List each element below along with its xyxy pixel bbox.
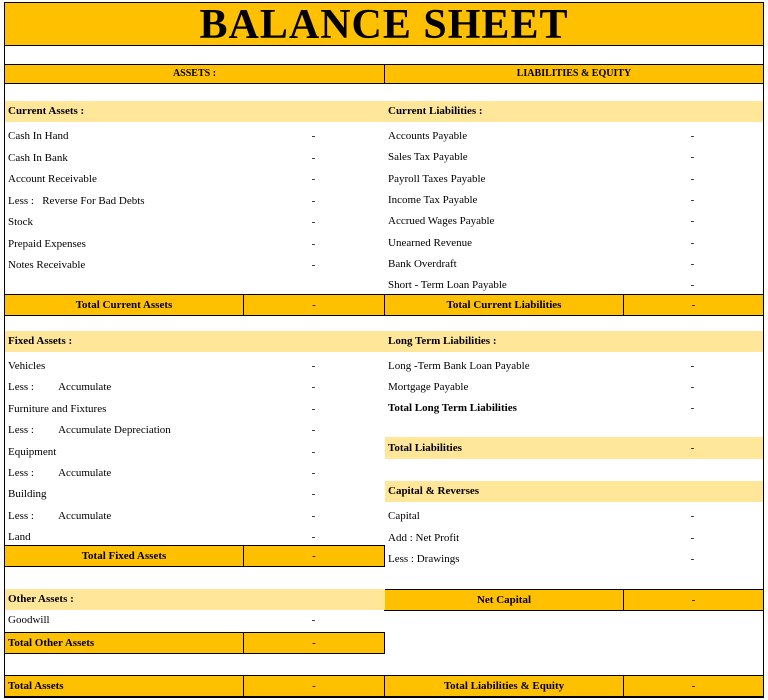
fixed-asset-item-label: Land	[8, 531, 31, 544]
capital-item-label: Add : Net Profit	[388, 531, 460, 544]
total-fixed-assets-value: -	[243, 546, 384, 566]
capital-item-value: -	[690, 531, 695, 544]
fixed-assets-heading: Fixed Assets :	[5, 331, 385, 352]
current-liability-item-value: -	[690, 130, 695, 142]
current-asset-item-value: -	[311, 216, 316, 228]
liabilities-header: LIABILITIES & EQUITY	[384, 64, 764, 84]
total-assets-row	[4, 675, 385, 697]
current-liability-item-value: -	[690, 193, 695, 206]
fixed-asset-item-value: -	[311, 445, 316, 458]
net-capital-value: -	[623, 590, 763, 610]
current-asset-item-label: Stock	[8, 216, 34, 228]
current-liabilities-heading: Current Liabilities :	[385, 101, 763, 122]
net-capital-label: Net Capital	[476, 594, 532, 606]
current-asset-item-label: Cash In Bank	[8, 151, 68, 164]
fixed-asset-item-value: -	[311, 509, 316, 522]
other-assets-heading: Other Assets :	[5, 589, 385, 610]
total-liabilities-value: -	[690, 442, 695, 454]
current-liability-item-value: -	[690, 257, 695, 270]
fixed-asset-item-label: Vehicles	[8, 360, 46, 372]
capital-item-label: Capital	[388, 510, 420, 522]
capital-item-label: Less : Drawings	[388, 553, 460, 565]
current-asset-item-label: Less : Reverse For Bad Debts	[8, 194, 145, 207]
long-term-liabilities-heading: Long Term Liabilities :	[385, 331, 763, 352]
current-liability-item-label: Payroll Taxes Payable	[388, 172, 486, 185]
current-liability-item-label: Income Tax Payable	[388, 193, 478, 206]
current-liability-item-value: -	[690, 279, 695, 292]
current-asset-item-label: Cash In Hand	[8, 130, 69, 142]
fixed-asset-item-value: -	[311, 424, 316, 437]
long-term-liability-item-value: -	[690, 360, 695, 372]
fixed-asset-item-label: Less : Accumulate	[8, 509, 112, 522]
total-other-assets-label: Total Other Assets	[8, 637, 95, 649]
total-long-term-liabilities-label: Total Long Term Liabilities	[388, 402, 517, 414]
total-current-assets-row	[4, 294, 385, 316]
total-assets-label: Total Assets	[8, 680, 64, 692]
long-term-liability-item-label: Long -Term Bank Loan Payable	[388, 360, 530, 372]
fixed-asset-item-value: -	[311, 402, 316, 415]
fixed-asset-item-value: -	[311, 531, 316, 544]
current-asset-item-label: Notes Receivable	[8, 259, 86, 271]
fixed-asset-item-label: Furniture and Fixtures	[8, 402, 107, 415]
total-current-assets-label: Total Current Assets	[75, 299, 173, 311]
current-asset-item-value: -	[311, 130, 316, 142]
page-title: BALANCE SHEET	[4, 2, 764, 46]
fixed-asset-item-label: Less : Accumulate	[8, 381, 112, 394]
current-asset-item-value: -	[311, 173, 316, 185]
current-assets-heading: Current Assets :	[5, 101, 385, 122]
fixed-asset-item-label: Less : Accumulate Depreciation	[8, 424, 171, 437]
current-liability-item-value: -	[690, 236, 695, 249]
current-asset-item-value: -	[311, 151, 316, 164]
current-asset-item-label: Prepaid Expenses	[8, 237, 86, 250]
total-current-liabilities-value: -	[623, 295, 763, 315]
total-long-term-liabilities-value: -	[690, 402, 695, 414]
total-liabilities-equity-value: -	[623, 676, 763, 696]
total-liabilities-equity-row	[384, 675, 764, 697]
current-asset-item-value: -	[311, 194, 316, 207]
total-current-liabilities-row	[384, 294, 764, 316]
current-liability-item-value: -	[690, 215, 695, 228]
total-fixed-assets-row	[4, 545, 385, 567]
current-asset-item-value: -	[311, 237, 316, 250]
total-other-assets-value: -	[243, 633, 384, 653]
current-liability-item-label: Bank Overdraft	[388, 257, 457, 270]
total-liabilities-label: Total Liabilities	[388, 442, 462, 454]
current-liability-item-label: Short - Term Loan Payable	[388, 279, 507, 292]
total-fixed-assets-label: Total Fixed Assets	[81, 550, 167, 562]
long-term-liability-item-label: Mortgage Payable	[388, 381, 469, 394]
long-term-liability-item-value: -	[690, 381, 695, 394]
net-capital-row	[384, 589, 764, 611]
total-other-assets-row	[4, 632, 385, 654]
fixed-asset-item-label: Equipment	[8, 445, 57, 458]
capital-heading: Capital & Reverses	[385, 481, 763, 502]
fixed-asset-item-value: -	[311, 381, 316, 394]
fixed-asset-item-label: Less : Accumulate	[8, 467, 112, 479]
capital-item-value: -	[690, 510, 695, 522]
other-asset-item-value: -	[311, 614, 316, 626]
fixed-asset-item-label: Building	[8, 488, 47, 501]
current-asset-item-value: -	[311, 259, 316, 271]
total-assets-value: -	[243, 676, 384, 696]
current-liability-item-label: Accounts Payable	[388, 130, 468, 142]
current-liability-item-label: Sales Tax Payable	[388, 151, 468, 164]
current-liability-item-label: Accrued Wages Payable	[388, 215, 495, 228]
current-liability-item-label: Unearned Revenue	[388, 236, 472, 249]
other-asset-item-label: Goodwill	[8, 614, 50, 626]
total-liabilities-equity-label: Total Liabilities & Equity	[443, 680, 565, 692]
current-liability-item-value: -	[690, 151, 695, 164]
capital-item-value: -	[690, 553, 695, 565]
fixed-asset-item-value: -	[311, 360, 316, 372]
total-current-assets-value: -	[243, 295, 384, 315]
fixed-asset-item-value: -	[311, 467, 316, 479]
total-current-liabilities-label: Total Current Liabilities	[446, 299, 562, 311]
current-asset-item-label: Account Receivable	[8, 173, 97, 185]
assets-header: ASSETS :	[4, 64, 385, 84]
total-liabilities-row	[385, 437, 763, 459]
fixed-asset-item-value: -	[311, 488, 316, 501]
current-liability-item-value: -	[690, 172, 695, 185]
